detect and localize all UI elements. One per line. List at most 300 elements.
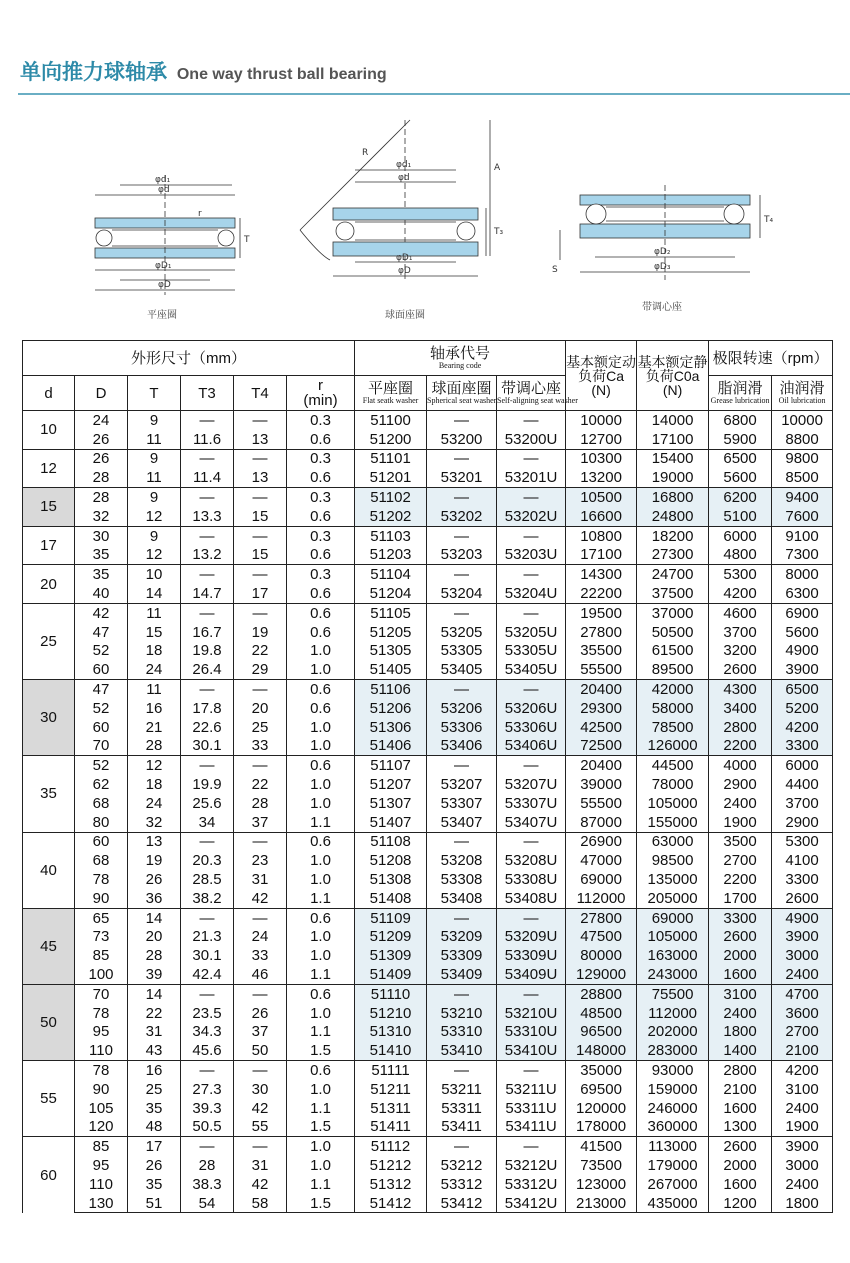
table-cell: 53210U — [497, 1004, 566, 1023]
table-cell: 0.6 — [287, 832, 355, 851]
table-cell: 2600 — [772, 889, 833, 908]
table-cell: 113000 — [637, 1137, 709, 1156]
table-cell: 3300 — [772, 870, 833, 889]
table-cell: 58 — [234, 1194, 287, 1213]
table-cell: 17100 — [566, 546, 637, 565]
table-cell: 12700 — [566, 430, 637, 449]
table-cell: 51307 — [355, 794, 427, 813]
table-cell: 105000 — [637, 928, 709, 947]
table-cell: 80000 — [566, 946, 637, 965]
table-cell: 110 — [75, 1175, 128, 1194]
table-cell: 21.3 — [181, 928, 234, 947]
table-cell: 1.0 — [287, 718, 355, 737]
table-cell: 51205 — [355, 623, 427, 642]
table-cell: 5100 — [709, 507, 772, 526]
table-cell: 13.2 — [181, 546, 234, 565]
table-cell: 22.6 — [181, 718, 234, 737]
header-code-group — [355, 341, 566, 376]
col-self-aligning — [497, 376, 578, 411]
table-cell: 5200 — [772, 699, 833, 718]
table-cell: 8800 — [772, 430, 833, 449]
table-cell: 25 — [234, 718, 287, 737]
table-cell: 47 — [75, 680, 128, 699]
table-row — [23, 1194, 833, 1213]
table-cell: 155000 — [637, 813, 709, 832]
table-cell: 38.3 — [181, 1175, 234, 1194]
table-cell: 3000 — [772, 1156, 833, 1175]
col-spherical-cn: 球面座圈 — [431, 380, 492, 397]
table-cell: 53405U — [497, 660, 566, 679]
table-cell: 47000 — [566, 851, 637, 870]
table-cell: 10000 — [772, 411, 833, 430]
label-D1-sph: φD₁ — [396, 253, 413, 263]
table-row — [23, 680, 833, 699]
table-cell: 2400 — [709, 794, 772, 813]
table-cell: 53305 — [427, 642, 497, 661]
table-cell: 51102 — [355, 488, 427, 507]
table-cell: 44500 — [637, 756, 709, 775]
table-cell: 27300 — [637, 546, 709, 565]
table-cell: 1800 — [772, 1194, 833, 1213]
table-cell: 51311 — [355, 1099, 427, 1118]
table-cell: 51107 — [355, 756, 427, 775]
table-cell: 2200 — [709, 870, 772, 889]
table-cell: 2200 — [709, 737, 772, 756]
table-cell: 1800 — [709, 1023, 772, 1042]
title-divider — [18, 93, 850, 95]
table-cell: 37 — [234, 1023, 287, 1042]
table-cell: — — [181, 411, 234, 430]
table-cell: 2400 — [709, 1004, 772, 1023]
table-cell: — — [497, 1137, 566, 1156]
table-cell: — — [181, 565, 234, 584]
table-cell: 2700 — [772, 1023, 833, 1042]
table-cell: 48500 — [566, 1004, 637, 1023]
table-cell: — — [181, 526, 234, 545]
page-title-cn: 单向推力球轴承 — [20, 61, 167, 84]
table-cell: 3700 — [772, 794, 833, 813]
table-cell: 78 — [75, 1004, 128, 1023]
table-cell: 53208U — [497, 851, 566, 870]
table-cell: 70 — [75, 737, 128, 756]
table-cell: 0.6 — [287, 680, 355, 699]
table-cell: 3700 — [709, 623, 772, 642]
table-cell: 53203U — [497, 546, 566, 565]
table-cell: 0.6 — [287, 546, 355, 565]
table-cell: 39 — [128, 965, 181, 984]
table-cell: 28 — [234, 794, 287, 813]
table-row — [23, 851, 833, 870]
table-cell: 78000 — [637, 775, 709, 794]
table-cell: 14000 — [637, 411, 709, 430]
table-cell: 1.5 — [287, 1041, 355, 1060]
table-cell: 3100 — [709, 984, 772, 1003]
table-cell: 72500 — [566, 737, 637, 756]
table-cell: 53411 — [427, 1117, 497, 1136]
table-cell: 53200U — [497, 430, 566, 449]
table-cell: 30 — [75, 526, 128, 545]
table-cell: 15 — [128, 623, 181, 642]
table-cell: 6300 — [772, 584, 833, 603]
table-cell: 26 — [128, 870, 181, 889]
header-code-cn: 轴承代号 — [430, 345, 491, 362]
caption-self-aligning: 带调心座 — [642, 302, 682, 313]
table-cell: 14.7 — [181, 584, 234, 603]
label-T: T — [244, 235, 250, 245]
table-cell: 42 — [234, 1099, 287, 1118]
table-cell: 95 — [75, 1156, 128, 1175]
table-cell: 51409 — [355, 965, 427, 984]
table-cell: 51411 — [355, 1117, 427, 1136]
table-cell: 30.1 — [181, 946, 234, 965]
table-cell: 19.8 — [181, 642, 234, 661]
table-cell: 22 — [234, 642, 287, 661]
table-cell: 51112 — [355, 1137, 427, 1156]
table-cell: 0.6 — [287, 468, 355, 487]
table-cell: 179000 — [637, 1156, 709, 1175]
table-cell: 4200 — [772, 718, 833, 737]
table-cell: 1.0 — [287, 851, 355, 870]
table-cell: 69000 — [637, 908, 709, 927]
table-cell: 32 — [75, 507, 128, 526]
cell-d: 40 — [23, 832, 75, 908]
table-cell: 53201 — [427, 468, 497, 487]
table-cell: 246000 — [637, 1099, 709, 1118]
table-cell: 26900 — [566, 832, 637, 851]
table-cell: 51111 — [355, 1061, 427, 1080]
table-cell: 17100 — [637, 430, 709, 449]
table-cell: 1.1 — [287, 813, 355, 832]
table-cell: 53210 — [427, 1004, 497, 1023]
table-cell: 53407 — [427, 813, 497, 832]
table-cell: 51405 — [355, 660, 427, 679]
table-cell: 5300 — [772, 832, 833, 851]
table-cell: 26 — [128, 1156, 181, 1175]
col-T: T — [128, 376, 181, 411]
table-cell: 51310 — [355, 1023, 427, 1042]
table-cell: 205000 — [637, 889, 709, 908]
table-cell: 21 — [128, 718, 181, 737]
table-cell: 14 — [128, 908, 181, 927]
table-cell: 53307U — [497, 794, 566, 813]
table-cell: 42500 — [566, 718, 637, 737]
table-cell: 35 — [128, 1175, 181, 1194]
table-cell: 28800 — [566, 984, 637, 1003]
table-cell: 4400 — [772, 775, 833, 794]
table-cell: 22200 — [566, 584, 637, 603]
table-cell: 53311U — [497, 1099, 566, 1118]
table-cell: 10 — [128, 565, 181, 584]
table-cell: 53306U — [497, 718, 566, 737]
table-cell: 120000 — [566, 1099, 637, 1118]
table-row — [23, 1041, 833, 1060]
table-cell: — — [427, 680, 497, 699]
table-cell: 2600 — [709, 660, 772, 679]
table-row — [23, 507, 833, 526]
table-row — [23, 718, 833, 737]
table-cell: 55500 — [566, 794, 637, 813]
table-cell: 1.1 — [287, 965, 355, 984]
table-cell: 53308U — [497, 870, 566, 889]
table-cell: — — [497, 680, 566, 699]
table-row — [23, 699, 833, 718]
table-cell: 6500 — [772, 680, 833, 699]
table-cell: 13 — [128, 832, 181, 851]
table-cell: — — [234, 680, 287, 699]
table-cell: 51408 — [355, 889, 427, 908]
table-cell: 135000 — [637, 870, 709, 889]
table-cell: — — [497, 756, 566, 775]
table-cell: 18200 — [637, 526, 709, 545]
table-cell: 2900 — [772, 813, 833, 832]
table-cell: 3000 — [772, 946, 833, 965]
table-cell: 53405 — [427, 660, 497, 679]
cell-d: 35 — [23, 756, 75, 832]
caption-spherical: 球面座圈 — [385, 310, 425, 321]
table-cell: 11 — [128, 468, 181, 487]
table-cell: 1.0 — [287, 1137, 355, 1156]
table-cell: 73500 — [566, 1156, 637, 1175]
table-cell: 50500 — [637, 623, 709, 642]
table-cell: 70 — [75, 984, 128, 1003]
table-cell: 10000 — [566, 411, 637, 430]
table-cell: 24 — [128, 660, 181, 679]
table-cell: 9 — [128, 488, 181, 507]
table-cell: 6900 — [772, 603, 833, 622]
table-cell: 435000 — [637, 1194, 709, 1213]
table-cell: 8000 — [772, 565, 833, 584]
caption-flat: 平座圈 — [147, 310, 177, 321]
table-row — [23, 660, 833, 679]
table-cell: 26.4 — [181, 660, 234, 679]
table-row — [23, 889, 833, 908]
table-cell: 55500 — [566, 660, 637, 679]
table-cell: 63000 — [637, 832, 709, 851]
table-cell: 2000 — [709, 1156, 772, 1175]
table-cell: 51109 — [355, 908, 427, 927]
table-cell: — — [234, 1137, 287, 1156]
table-cell: 1.1 — [287, 1099, 355, 1118]
table-cell: — — [427, 488, 497, 507]
table-cell: 4100 — [772, 851, 833, 870]
table-cell: 112000 — [566, 889, 637, 908]
table-cell: 3900 — [772, 928, 833, 947]
table-cell: 1700 — [709, 889, 772, 908]
table-cell: 51407 — [355, 813, 427, 832]
table-cell: 40 — [75, 584, 128, 603]
table-cell: 0.6 — [287, 507, 355, 526]
table-cell: — — [234, 984, 287, 1003]
table-cell: 4800 — [709, 546, 772, 565]
table-cell: 17 — [128, 1137, 181, 1156]
table-cell: 38.2 — [181, 889, 234, 908]
table-cell: 53212 — [427, 1156, 497, 1175]
table-row — [23, 794, 833, 813]
table-cell: 48 — [128, 1117, 181, 1136]
label-T3: T₃ — [494, 227, 504, 237]
table-cell: 2800 — [709, 718, 772, 737]
table-cell: 85 — [75, 946, 128, 965]
spherical-seat-drawing — [300, 120, 490, 280]
table-cell: — — [427, 603, 497, 622]
table-cell: 42 — [234, 1175, 287, 1194]
col-spherical-en: Spherical seat washer — [427, 396, 497, 405]
table-cell: — — [181, 908, 234, 927]
label-D: φD — [158, 280, 171, 290]
table-cell: — — [181, 756, 234, 775]
header-ca-label: 基本额定动负荷Ca — [566, 353, 637, 384]
table-cell: 23 — [234, 851, 287, 870]
table-cell: 20.3 — [181, 851, 234, 870]
cell-d: 45 — [23, 908, 75, 984]
table-cell: 1.5 — [287, 1194, 355, 1213]
table-cell: 3500 — [709, 832, 772, 851]
table-cell: 51202 — [355, 507, 427, 526]
table-cell: 53209 — [427, 928, 497, 947]
table-row — [23, 756, 833, 775]
table-cell: 53206U — [497, 699, 566, 718]
table-cell: 53407U — [497, 813, 566, 832]
table-cell: 4900 — [772, 642, 833, 661]
table-cell: 37000 — [637, 603, 709, 622]
table-row — [23, 1080, 833, 1099]
table-cell: 51206 — [355, 699, 427, 718]
table-cell: 3300 — [709, 908, 772, 927]
table-cell: 60 — [75, 660, 128, 679]
table-cell: 0.3 — [287, 565, 355, 584]
table-cell: 18 — [128, 775, 181, 794]
table-cell: 34 — [181, 813, 234, 832]
table-cell: 23.5 — [181, 1004, 234, 1023]
table-cell: 51312 — [355, 1175, 427, 1194]
table-cell: — — [181, 1137, 234, 1156]
table-cell: 53207 — [427, 775, 497, 794]
table-cell: 2600 — [709, 928, 772, 947]
table-cell: 243000 — [637, 965, 709, 984]
table-cell: 19.9 — [181, 775, 234, 794]
table-cell: 42000 — [637, 680, 709, 699]
table-cell: 53406 — [427, 737, 497, 756]
table-cell: 53411U — [497, 1117, 566, 1136]
table-cell: 1.1 — [287, 889, 355, 908]
table-cell: 1.0 — [287, 928, 355, 947]
table-cell: 13 — [234, 430, 287, 449]
col-grease-en: Grease lubrication — [710, 396, 770, 405]
table-row — [23, 965, 833, 984]
table-cell: 29300 — [566, 699, 637, 718]
table-cell: 17 — [234, 584, 287, 603]
table-cell: 31 — [128, 1023, 181, 1042]
table-cell: 2400 — [772, 1099, 833, 1118]
table-cell: 37 — [234, 813, 287, 832]
table-cell: 54 — [181, 1194, 234, 1213]
table-cell: 1300 — [709, 1117, 772, 1136]
table-cell: 8500 — [772, 468, 833, 487]
table-row — [23, 546, 833, 565]
table-row — [23, 1175, 833, 1194]
table-cell: — — [497, 411, 566, 430]
col-spherical — [427, 376, 497, 411]
table-cell: 51209 — [355, 928, 427, 947]
header-coa-label: 基本额定静负荷C0a — [637, 353, 708, 384]
table-cell: 1600 — [709, 1175, 772, 1194]
table-cell: 31 — [234, 1156, 287, 1175]
table-cell: 53408U — [497, 889, 566, 908]
table-cell: — — [497, 603, 566, 622]
table-cell: 33 — [234, 946, 287, 965]
table-row — [23, 642, 833, 661]
table-cell: 26 — [75, 449, 128, 468]
table-cell: 90 — [75, 1080, 128, 1099]
header-coa-unit: (N) — [662, 381, 683, 398]
table-cell: 105 — [75, 1099, 128, 1118]
table-cell: 20 — [234, 699, 287, 718]
table-cell: 69500 — [566, 1080, 637, 1099]
table-cell: 31 — [234, 870, 287, 889]
table-cell: 0.6 — [287, 1061, 355, 1080]
table-cell: 5300 — [709, 565, 772, 584]
table-cell: 1900 — [709, 813, 772, 832]
table-cell: 53409U — [497, 965, 566, 984]
table-cell: — — [234, 756, 287, 775]
table-cell: 51410 — [355, 1041, 427, 1060]
table-cell: 283000 — [637, 1041, 709, 1060]
table-row — [23, 737, 833, 756]
table-cell: 24800 — [637, 507, 709, 526]
table-cell: 14 — [128, 984, 181, 1003]
table-cell: 53200 — [427, 430, 497, 449]
bearing-drawings-svg — [0, 100, 850, 330]
table-cell: 42.4 — [181, 965, 234, 984]
table-cell: 19500 — [566, 603, 637, 622]
label-S: S — [552, 265, 558, 275]
table-cell: 14 — [128, 584, 181, 603]
table-cell: 4200 — [709, 584, 772, 603]
table-cell: 360000 — [637, 1117, 709, 1136]
table-cell: 178000 — [566, 1117, 637, 1136]
table-cell: 53310 — [427, 1023, 497, 1042]
table-cell: 55 — [234, 1117, 287, 1136]
col-r — [287, 376, 355, 411]
table-cell: 3600 — [772, 1004, 833, 1023]
table-cell: 9800 — [772, 449, 833, 468]
table-cell: 53408 — [427, 889, 497, 908]
table-cell: 6500 — [709, 449, 772, 468]
col-flat-cn: 平座圈 — [368, 380, 414, 397]
table-cell: 3200 — [709, 642, 772, 661]
table-cell: — — [497, 1061, 566, 1080]
table-cell: 51110 — [355, 984, 427, 1003]
table-cell: 267000 — [637, 1175, 709, 1194]
table-row — [23, 1004, 833, 1023]
table-cell: 130 — [75, 1194, 128, 1213]
table-cell: 24700 — [637, 565, 709, 584]
col-D: D — [75, 376, 128, 411]
table-cell: 53307 — [427, 794, 497, 813]
col-self-cn: 带调心座 — [501, 380, 562, 397]
table-cell: 6000 — [772, 756, 833, 775]
table-cell: 11.6 — [181, 430, 234, 449]
table-cell: 0.6 — [287, 623, 355, 642]
table-cell: 41500 — [566, 1137, 637, 1156]
table-cell: — — [181, 984, 234, 1003]
table-cell: 5600 — [709, 468, 772, 487]
table-cell: 51212 — [355, 1156, 427, 1175]
table-cell: 51308 — [355, 870, 427, 889]
table-cell: 26 — [234, 1004, 287, 1023]
table-cell: 53308 — [427, 870, 497, 889]
table-cell: 28 — [75, 468, 128, 487]
